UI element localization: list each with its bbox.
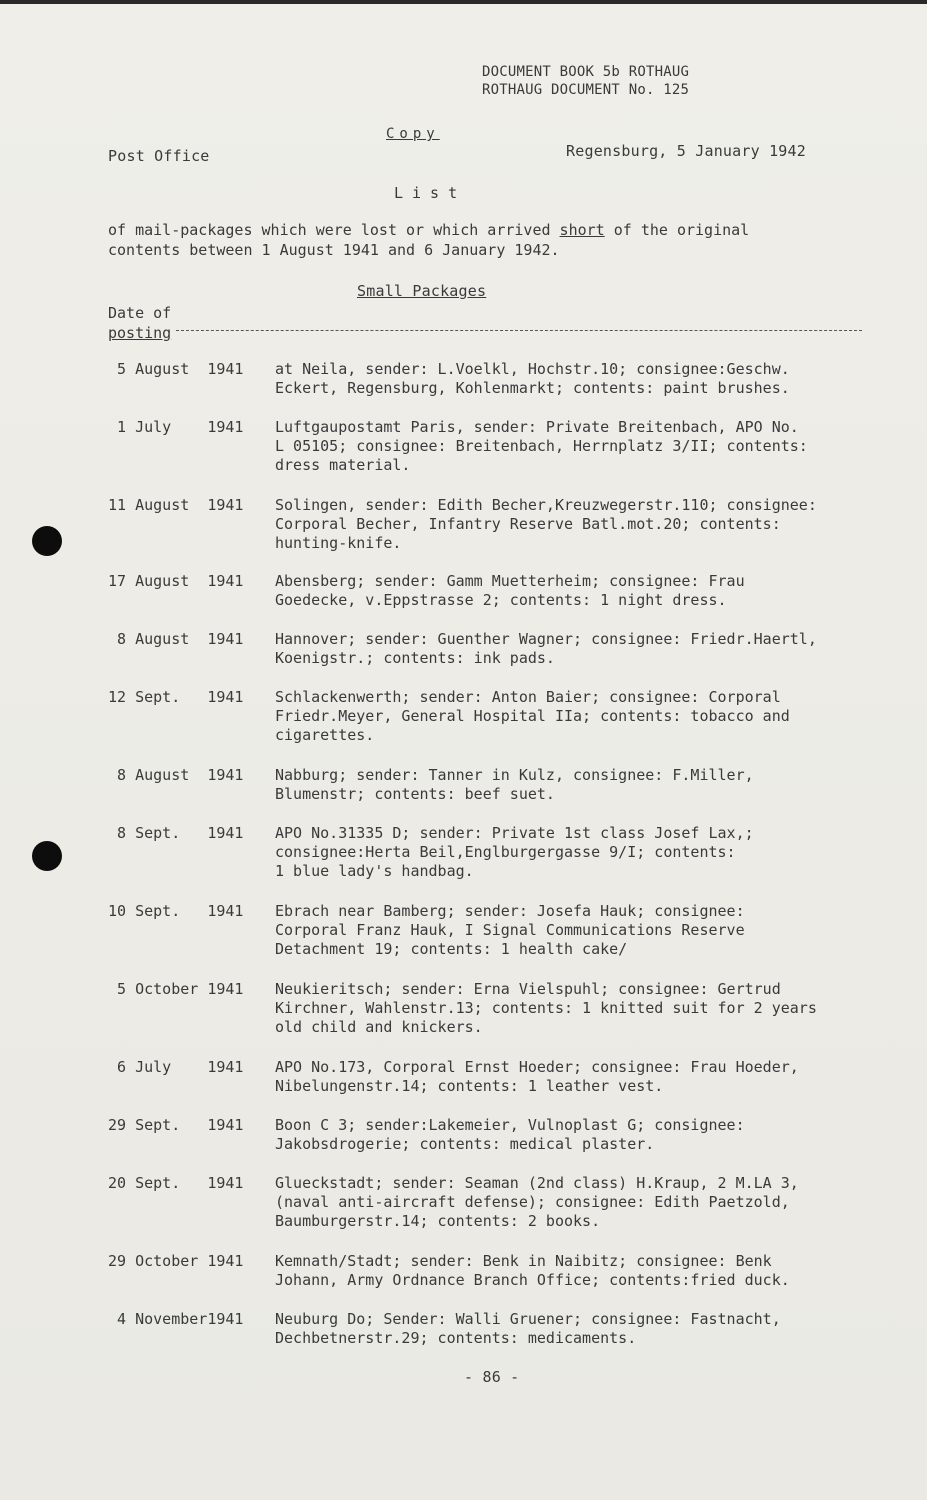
entry-date: 17 August 1941: [108, 572, 244, 590]
entry-date: 8 Sept. 1941: [108, 824, 244, 842]
entry-text: Neukieritsch; sender: Erna Vielspuhl; consignee: Gertrud Kirchner, Wahlenstr.13; contents: 1 knitted suit for 2 years old child and knickers.: [275, 980, 817, 1036]
intro-text-short: short: [559, 221, 605, 239]
date-column-header: [108, 303, 171, 343]
entry-text: Boon C 3; sender:Lakemeier, Vulnoplast G; consignee: Jakobsdrogerie; contents: medical plaster.: [275, 1116, 745, 1153]
entry-date: 1 July 1941: [108, 418, 244, 436]
page-top-edge: [0, 0, 927, 4]
dashed-divider: [176, 330, 862, 331]
office-label: Post Office: [108, 147, 210, 165]
entry-text: APO No.173, Corporal Ernst Hoeder; consignee: Frau Hoeder, Nibelungenstr.14; contents: 1 leather vest.: [275, 1058, 799, 1095]
entry-date: 4 November1941: [108, 1310, 244, 1328]
date-column-header-line1: Date of: [108, 304, 172, 322]
entry-date: 5 August 1941: [108, 360, 244, 378]
place-date: Regensburg, 5 January 1942: [566, 142, 806, 160]
intro-text-before: of mail-packages which were lost or which arrived: [108, 221, 560, 239]
entry-text: Schlackenwerth; sender: Anton Baier; consignee: Corporal Friedr.Meyer, General Hospital IIa; contents: tobacco and cigarettes.: [275, 688, 790, 744]
document-book-label: DOCUMENT BOOK 5b ROTHAUG: [482, 64, 690, 80]
entry-text: Kemnath/Stadt; sender: Benk in Naibitz; consignee: Benk Johann, Army Ordnance Branch Office; contents:fried duck.: [275, 1252, 790, 1289]
entry-date: 29 October 1941: [108, 1252, 244, 1270]
punch-hole: [32, 526, 62, 556]
entry-date: 10 Sept. 1941: [108, 902, 244, 920]
entry-text: Solingen, sender: Edith Becher,Kreuzwegerstr.110; consignee: Corporal Becher, Infantry Reserve Batl.mot.20; contents: hunting-knife.: [275, 496, 817, 552]
entry-date: 11 August 1941: [108, 496, 244, 514]
document-number-label: ROTHAUG DOCUMENT No. 125: [482, 82, 690, 98]
entry-date: 8 August 1941: [108, 630, 244, 648]
entry-text: Abensberg; sender: Gamm Muetterheim; consignee: Frau Goedecke, v.Eppstrasse 2; contents: 1 night dress.: [275, 572, 745, 609]
entry-date: 5 October 1941: [108, 980, 244, 998]
intro-text-after: of the original contents between 1 August 1941 and 6 January 1942.: [108, 221, 750, 259]
entry-text: Nabburg; sender: Tanner in Kulz, consignee: F.Miller, Blumenstr; contents: beef suet.: [275, 766, 754, 803]
entry-text: Glueckstadt; sender: Seaman (2nd class) H.Kraup, 2 M.LA 3, (naval anti-aircraft defense); consignee: Edith Paetzold, Baumburgerstr.14; contents: 2 books.: [275, 1174, 799, 1230]
punch-hole: [32, 841, 62, 871]
entry-text: at Neila, sender: L.Voelkl, Hochstr.10; consignee:Geschw. Eckert, Regensburg, Kohlenmarkt; contents: paint brushes.: [275, 360, 790, 397]
entry-text: Luftgaupostamt Paris, sender: Private Breitenbach, APO No. L 05105; consignee: Breitenbach, Herrnplatz 3/II; contents: dress material.: [275, 418, 808, 474]
entry-date: 6 July 1941: [108, 1058, 244, 1076]
list-title: List: [394, 184, 467, 202]
date-column-header-line2: posting: [108, 324, 172, 342]
entry-date: 12 Sept. 1941: [108, 688, 244, 706]
entry-date: 8 August 1941: [108, 766, 244, 784]
page-number: - 86 -: [464, 1368, 520, 1386]
intro-paragraph: [108, 220, 749, 260]
entry-text: Ebrach near Bamberg; sender: Josefa Hauk; consignee: Corporal Franz Hauk, I Signal Communications Reserve Detachment 19; contents: 1 health cake/: [275, 902, 745, 958]
entry-text: APO No.31335 D; sender: Private 1st class Josef Lax,; consignee:Herta Beil,Englburgergasse 9/I; contents: 1 blue lady's handbag.: [275, 824, 754, 880]
section-title: Small Packages: [357, 282, 487, 300]
entry-date: 29 Sept. 1941: [108, 1116, 244, 1134]
copy-label: Copy: [386, 126, 440, 142]
entry-text: Neuburg Do; Sender: Walli Gruener; consignee: Fastnacht, Dechbetnerstr.29; contents: medicaments.: [275, 1310, 781, 1347]
entry-date: 20 Sept. 1941: [108, 1174, 244, 1192]
entry-text: Hannover; sender: Guenther Wagner; consignee: Friedr.Haertl, Koenigstr.; contents: ink pads.: [275, 630, 817, 667]
